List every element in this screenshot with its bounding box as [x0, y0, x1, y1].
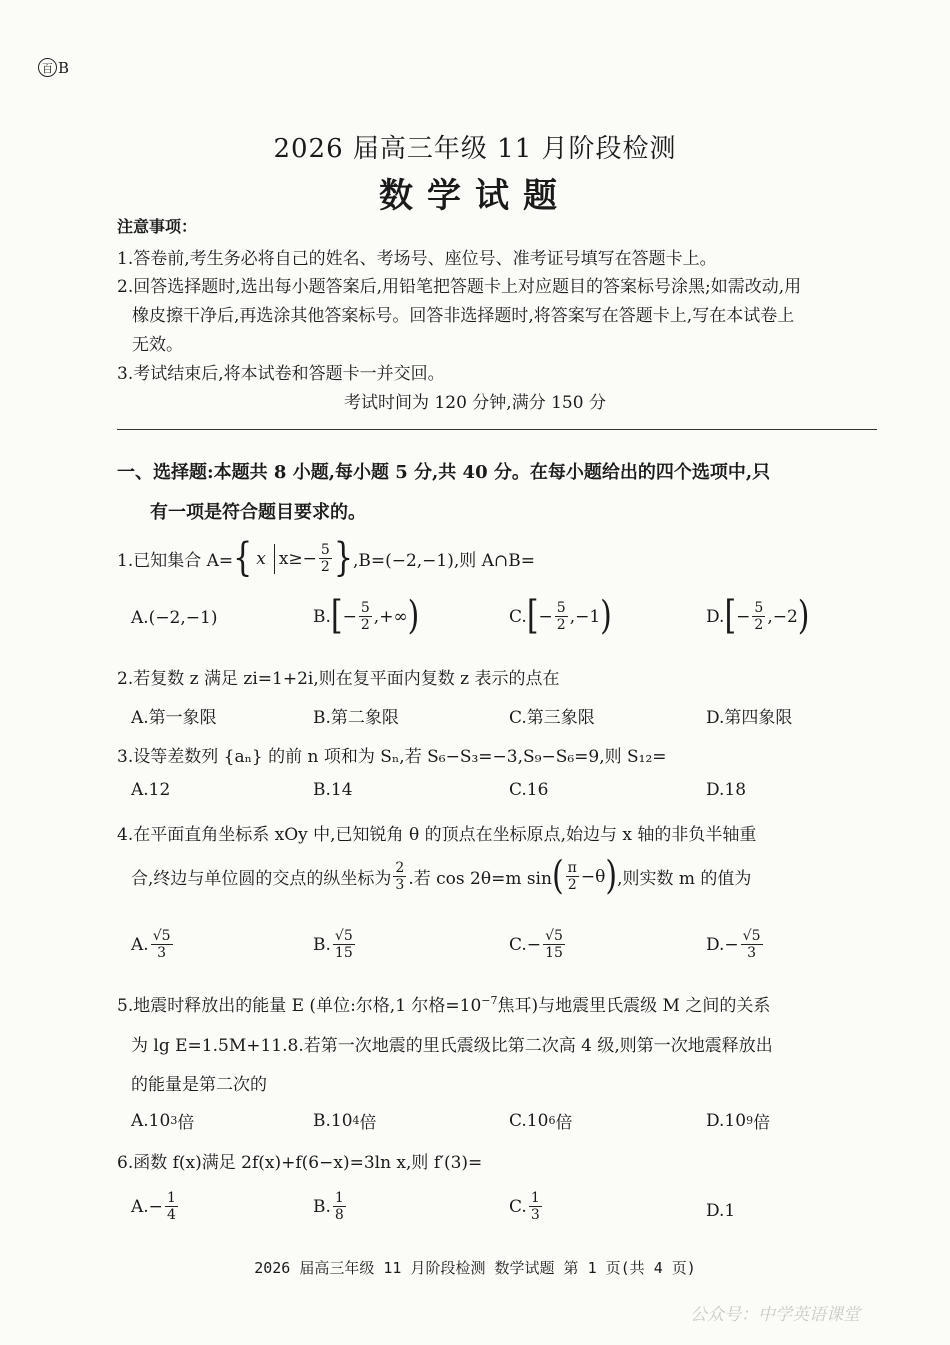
q1-fraction: $\frac{5}{2}$ [320, 542, 330, 576]
q2-option-a: A.第一象限 [131, 708, 217, 728]
question-1: 1.已知集合 A= { x x≥− $\frac{5}{2}$ } ,B=(−2,−1),则 A∩B= [117, 535, 535, 581]
q4-option-c: C.− $\frac{√5}{15}$ [509, 928, 563, 962]
notice-item-3: 3.考试结束后,将本试卷和答题卡一并交回。 [117, 364, 445, 384]
watermark: 公众号：中学英语课堂 [690, 1305, 860, 1325]
badge-letter: B [58, 58, 70, 77]
q6-option-c: C. $\frac{1}{3}$ [509, 1190, 540, 1224]
q2-option-b: B.第二象限 [313, 708, 399, 728]
notice-item-2-cont: 橡皮擦干净后,再选涂其他答案标号。回答非选择题时,将答案写在答题卡上,写在本试卷上 [132, 306, 795, 326]
q5-option-d: D.10 9 倍 [706, 1110, 771, 1133]
question-5: 5.地震时释放出的能量 E (单位:尔格,1 尔格$=10^{-7}$焦耳)与地震里氏震级 M 之间的关系 [117, 994, 771, 1016]
q3-option-a: A.12 [131, 780, 171, 800]
notice-item-2: 2.回答选择题时,选出每小题答案后,用铅笔把答题卡上对应题目的答案标号涂黑;如需改动,用 [117, 277, 802, 297]
q4-option-a: A. $\frac{√5}{3}$ [131, 928, 171, 962]
q1-option-d: D. [ − $\frac{5}{2}$ ,−2 ) [706, 593, 810, 639]
section-heading: 一、选择题:本题共 8 小题,每小题 5 分,共 40 分。在每小题给出的四个选项中,只 [117, 462, 771, 483]
q5-option-c: C.10 6 倍 [509, 1110, 573, 1133]
q4-option-d: D.− $\frac{√5}{3}$ [706, 928, 761, 962]
notice-heading: 注意事项： [117, 217, 198, 236]
page-footer: 2026 届高三年级 11 月阶段检测 数学试题 第 1 页(共 4 页) [254, 1259, 696, 1277]
q1-set-cond: x≥− [278, 548, 317, 569]
q1-set-var: x [256, 548, 266, 569]
q6-option-a: A.− $\frac{1}{4}$ [131, 1190, 176, 1224]
exam-title: 2026 届高三年级 11 月阶段检测 [273, 134, 677, 164]
q6-option-b: B. $\frac{1}{8}$ [313, 1190, 344, 1224]
badge-circle: 百 [38, 58, 57, 77]
q5-option-b: B.10 4 倍 [313, 1110, 377, 1133]
question-5-cont: 为 lg E=1.5M+11.8.若第一次地震的里氏震级比第二次高 4 级,则第一次地震释放出 [131, 1036, 773, 1056]
q1-option-c: C. [ − $\frac{5}{2}$ ,−1 ) [509, 593, 612, 639]
subject-title: 数学试题 [379, 176, 571, 216]
question-4: 4.在平面直角坐标系 xOy 中,已知锐角 θ 的顶点在坐标原点,始边与 x 轴的非负半轴重 [117, 825, 757, 845]
q2-option-c: C.第三象限 [509, 708, 595, 728]
q2-option-d: D.第四象限 [706, 708, 793, 728]
divider [117, 429, 877, 430]
question-3: 3.设等差数列 {aₙ} 的前 n 项和为 Sₙ,若 S₆−S₃=−3,S₉−S₆=9,则 S₁₂= [117, 747, 667, 767]
q5-option-a: A.10 3 倍 [131, 1110, 195, 1133]
question-2: 2.若复数 z 满足 zi=1+2i,则在复平面内复数 z 表示的点在 [117, 669, 560, 689]
q3-option-b: B.14 [313, 780, 353, 800]
version-badge [38, 58, 69, 77]
q1-stem: 1.已知集合 A= [117, 551, 234, 572]
q4-fraction: $\frac{2}{3}$ [395, 860, 405, 894]
q3-option-c: C.16 [509, 780, 549, 800]
exam-time: 考试时间为 120 分钟,满分 150 分 [344, 393, 606, 413]
q1-option-a: A.(−2,−1) [131, 608, 218, 628]
notice-item-2-cont2: 无效。 [132, 335, 183, 355]
question-5-cont2: 的能量是第二次的 [131, 1075, 267, 1095]
notice-item-1: 1.答卷前,考生务必将自己的姓名、考场号、座位号、准考证号填写在答题卡上。 [117, 249, 717, 269]
q6-option-d: D.1 [706, 1201, 736, 1221]
q3-option-d: D.18 [706, 780, 747, 800]
q1-stem-b: ,B=(−2,−1),则 A∩B= [352, 551, 535, 572]
question-6: 6.函数 f(x)满足 2f(x)+f(6−x)=3ln x,则 f′(3)= [117, 1153, 483, 1173]
question-4-cont: 合,终边与单位圆的交点的纵坐标为 $\frac{2}{3}$ .若 cos 2θ=m sin ( $\frac{\pi}{2}$ −θ ) ,则实数 m 的值为 [131, 853, 752, 899]
q4-option-b: B. $\frac{√5}{15}$ [313, 928, 353, 962]
q1-option-b: B. [ − $\frac{5}{2}$ ,+∞ ) [313, 593, 420, 639]
section-heading-cont: 有一项是符合题目要求的。 [150, 502, 366, 523]
